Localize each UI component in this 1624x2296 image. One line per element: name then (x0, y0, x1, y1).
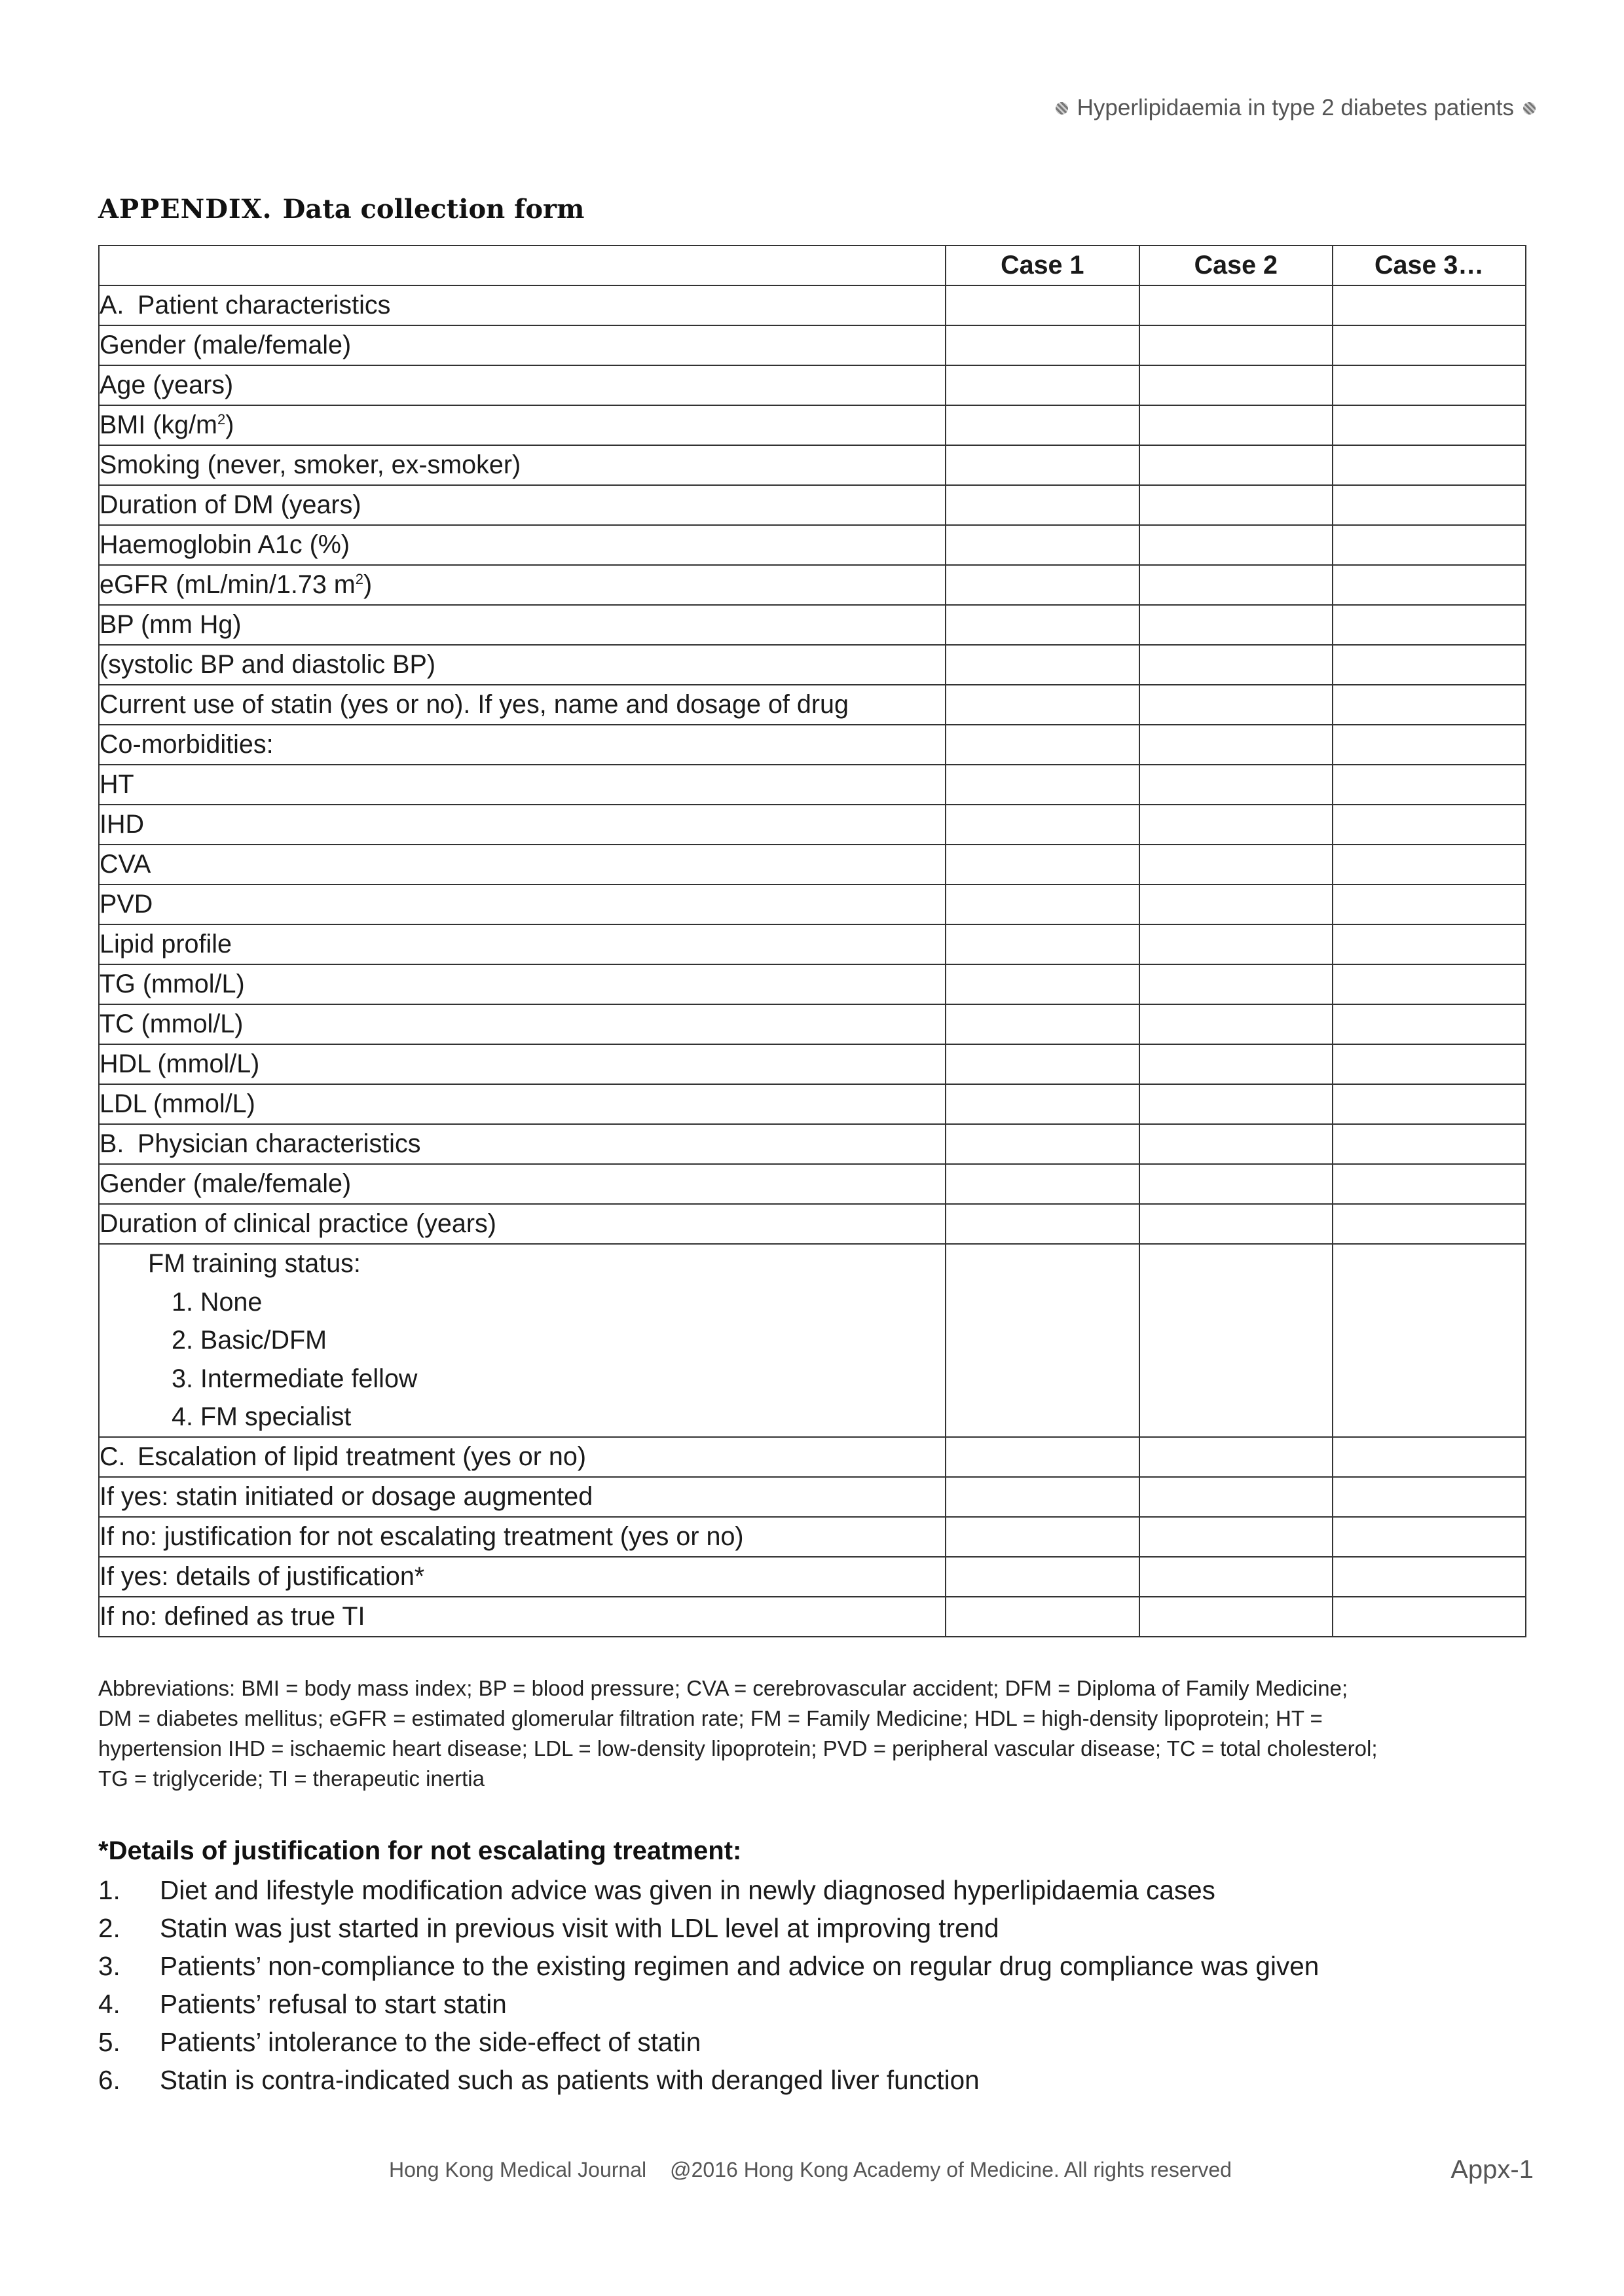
table-row (99, 485, 1526, 525)
table-row (99, 405, 1526, 445)
entry-cell[interactable] (1333, 1437, 1526, 1477)
row-label: HT (99, 765, 946, 805)
entry-cell[interactable] (1139, 1477, 1333, 1517)
entry-cell[interactable] (1139, 924, 1333, 964)
entry-cell[interactable] (1139, 605, 1333, 645)
bullet-icon (1056, 102, 1068, 115)
entry-cell[interactable] (1333, 1244, 1526, 1437)
list-text: Diet and lifestyle modification advice was given in newly diagnosed hyperlipidaemia cases (160, 1875, 1215, 1905)
entry-cell[interactable] (946, 565, 1139, 605)
entry-cell[interactable] (1139, 325, 1333, 365)
table-row (99, 325, 1526, 365)
entry-cell[interactable] (1139, 1244, 1333, 1437)
entry-cell[interactable] (1333, 645, 1526, 685)
entry-cell[interactable] (1333, 1004, 1526, 1044)
entry-cell[interactable] (946, 1597, 1139, 1637)
entry-cell[interactable] (1333, 485, 1526, 525)
row-label: If no: defined as true TI (99, 1597, 946, 1637)
entry-cell[interactable] (946, 1044, 1139, 1084)
entry-cell[interactable] (946, 605, 1139, 645)
row-label: Current use of statin (yes or no). If yes, name and dosage of drug (99, 685, 946, 725)
entry-cell[interactable] (946, 525, 1139, 565)
entry-cell[interactable] (1333, 1557, 1526, 1597)
section-label (99, 1124, 946, 1164)
list-text: Statin is contra-indicated such as patients with deranged liver function (160, 2065, 980, 2095)
entry-cell[interactable] (1139, 805, 1333, 845)
entry-cell[interactable] (1333, 845, 1526, 884)
bmi-text: BMI (kg/m (100, 410, 217, 439)
entry-cell[interactable] (1139, 525, 1333, 565)
entry-cell[interactable] (946, 765, 1139, 805)
list-number: 3. (98, 1951, 120, 1981)
entry-cell[interactable] (946, 325, 1139, 365)
table-row (99, 525, 1526, 565)
row-label: BP (mm Hg) (99, 605, 946, 645)
abbreviations-note (98, 1673, 1539, 1794)
row-label: FM training status: (148, 1249, 361, 1278)
row-label: If yes: details of justification* (99, 1557, 946, 1597)
entry-cell[interactable] (946, 964, 1139, 1004)
row-label: (systolic BP and diastolic BP) (99, 645, 946, 685)
list-text: Patients’ non-compliance to the existing regimen and advice on regular drug compliance was given (160, 1951, 1320, 1981)
entry-cell[interactable] (1139, 645, 1333, 685)
row-label: Duration of DM (years) (99, 485, 946, 525)
table-row (99, 1557, 1526, 1597)
table-row (99, 725, 1526, 765)
list-text: Patients’ intolerance to the side-effect of statin (160, 2027, 701, 2057)
section-letter: A. (100, 291, 124, 319)
entry-cell[interactable] (946, 884, 1139, 924)
row-label: TC (mmol/L) (99, 1004, 946, 1044)
table-row (99, 685, 1526, 725)
entry-cell[interactable] (1139, 1557, 1333, 1597)
entry-cell[interactable] (1333, 525, 1526, 565)
section-title: Physician characteristics (138, 1129, 421, 1158)
entry-cell[interactable] (946, 845, 1139, 884)
entry-cell[interactable] (1333, 365, 1526, 405)
list-item (98, 1871, 1319, 1909)
list-number: 1. (98, 1875, 120, 1905)
table-row (99, 845, 1526, 884)
entry-cell[interactable] (946, 1084, 1139, 1124)
entry-cell[interactable] (1139, 1437, 1333, 1477)
entry-cell[interactable] (1139, 1517, 1333, 1557)
abbreviations-line: TG = triglyceride; TI = therapeutic inertia (98, 1766, 485, 1791)
table-row (99, 445, 1526, 485)
entry-cell[interactable] (946, 1437, 1139, 1477)
entry-cell[interactable] (1333, 1517, 1526, 1557)
table-row (99, 964, 1526, 1004)
details-list (98, 1871, 1319, 2099)
table-row (99, 565, 1526, 605)
journal-name: Hong Kong Medical Journal (389, 2158, 647, 2181)
running-title: Hyperlipidaemia in type 2 diabetes patients (1077, 95, 1514, 120)
header-blank-cell (99, 246, 946, 285)
entry-cell[interactable] (1333, 1044, 1526, 1084)
details-title: *Details of justification for not escalating treatment: (98, 1836, 742, 1865)
list-item (98, 2023, 1319, 2061)
list-number: 5. (98, 2027, 120, 2057)
row-label (99, 565, 946, 605)
entry-cell[interactable] (946, 405, 1139, 445)
row-label: HDL (mmol/L) (99, 1044, 946, 1084)
entry-cell[interactable] (1333, 725, 1526, 765)
entry-cell[interactable] (1139, 365, 1333, 405)
entry-cell[interactable] (946, 1204, 1139, 1244)
table-row (99, 1517, 1526, 1557)
row-label: If yes: statin initiated or dosage augmented (99, 1477, 946, 1517)
entry-cell[interactable] (1333, 285, 1526, 325)
section-letter: B. (100, 1129, 124, 1158)
entry-cell[interactable] (1333, 1084, 1526, 1124)
option-item: 4. FM specialist (172, 1402, 352, 1431)
list-number: 2. (98, 1913, 120, 1943)
entry-cell[interactable] (1333, 325, 1526, 365)
abbreviations-line: Abbreviations: BMI = body mass index; BP = blood pressure; CVA = cerebrovascular accident; DFM = Diploma of Family Medicine; (98, 1676, 1348, 1700)
entry-cell[interactable] (1333, 964, 1526, 1004)
superscript: 2 (355, 570, 363, 587)
entry-cell[interactable] (1333, 445, 1526, 485)
list-item (98, 1985, 1319, 2023)
table-row (99, 884, 1526, 924)
entry-cell[interactable] (946, 445, 1139, 485)
table-row (99, 805, 1526, 845)
row-label: TG (mmol/L) (99, 964, 946, 1004)
column-header: Case 1 (946, 246, 1139, 285)
entry-cell[interactable] (1333, 1477, 1526, 1517)
superscript: 2 (217, 410, 226, 428)
entry-cell[interactable] (1139, 1597, 1333, 1637)
entry-cell[interactable] (946, 805, 1139, 845)
table-row (99, 1597, 1526, 1637)
table-row (99, 1084, 1526, 1124)
table-row (99, 1004, 1526, 1044)
entry-cell[interactable] (1139, 1004, 1333, 1044)
table-row (99, 1124, 1526, 1164)
entry-cell[interactable] (1333, 565, 1526, 605)
appendix-form-title: Data collection form (282, 194, 585, 225)
column-header: Case 3… (1333, 246, 1526, 285)
entry-cell[interactable] (1139, 1164, 1333, 1204)
entry-cell[interactable] (946, 485, 1139, 525)
list-item (98, 1909, 1319, 1947)
entry-cell[interactable] (1333, 1597, 1526, 1637)
entry-cell[interactable] (1139, 285, 1333, 325)
list-item (98, 2061, 1319, 2099)
section-letter: C. (100, 1442, 126, 1471)
table-row (99, 1437, 1526, 1477)
egfr-text: eGFR (mL/min/1.73 m (100, 570, 356, 599)
row-label: Smoking (never, smoker, ex-smoker) (99, 445, 946, 485)
option-item: 1. None (172, 1287, 263, 1317)
entry-cell[interactable] (1333, 1124, 1526, 1164)
row-label (99, 405, 946, 445)
entry-cell[interactable] (946, 1557, 1139, 1597)
entry-cell[interactable] (1333, 1164, 1526, 1204)
abbreviations-line: DM = diabetes mellitus; eGFR = estimated glomerular filtration rate; FM = Family Medicine; HDL = high-density lipoprotein; HT = (98, 1706, 1323, 1730)
row-label: PVD (99, 884, 946, 924)
entry-cell[interactable] (1139, 725, 1333, 765)
row-label: Gender (male/female) (99, 325, 946, 365)
entry-cell[interactable] (1333, 924, 1526, 964)
column-header: Case 2 (1139, 246, 1333, 285)
entry-cell[interactable] (946, 1517, 1139, 1557)
entry-cell[interactable] (1139, 964, 1333, 1004)
list-text: Patients’ refusal to start statin (160, 1989, 507, 2019)
entry-cell[interactable] (1139, 1204, 1333, 1244)
table-row (99, 924, 1526, 964)
row-label: Duration of clinical practice (years) (99, 1204, 946, 1244)
row-label: Age (years) (99, 365, 946, 405)
entry-cell[interactable] (1139, 1084, 1333, 1124)
entry-cell[interactable] (1333, 605, 1526, 645)
option-item: 2. Basic/DFM (172, 1326, 327, 1355)
entry-cell[interactable] (1333, 685, 1526, 725)
entry-cell[interactable] (1139, 1044, 1333, 1084)
entry-cell[interactable] (946, 1164, 1139, 1204)
table-row (99, 1244, 1526, 1437)
entry-cell[interactable] (1333, 884, 1526, 924)
section-title: Escalation of lipid treatment (yes or no) (138, 1442, 586, 1471)
bullet-icon (1523, 102, 1536, 115)
fm-training-cell (99, 1244, 946, 1437)
entry-cell[interactable] (946, 924, 1139, 964)
entry-cell[interactable] (1139, 405, 1333, 445)
data-collection-table (98, 245, 1526, 1637)
abbreviations-line: hypertension IHD = ischaemic heart disease; LDL = low-density lipoprotein; PVD = peripheral vascular disease; TC = total cholesterol; (98, 1736, 1378, 1760)
entry-cell[interactable] (946, 685, 1139, 725)
appendix-label: APPENDIX. (98, 194, 272, 225)
list-text: Statin was just started in previous visit with LDL level at improving trend (160, 1913, 999, 1943)
table-header-row (99, 246, 1526, 285)
entry-cell[interactable] (1139, 685, 1333, 725)
entry-cell[interactable] (1333, 765, 1526, 805)
section-title: Patient characteristics (138, 291, 391, 319)
table-row (99, 285, 1526, 325)
row-label: CVA (99, 845, 946, 884)
table-row (99, 1044, 1526, 1084)
table-row (99, 365, 1526, 405)
copyright-notice: @2016 Hong Kong Academy of Medicine. All rights reserved (670, 2158, 1232, 2181)
entry-cell[interactable] (1139, 485, 1333, 525)
entry-cell[interactable] (1333, 805, 1526, 845)
entry-cell[interactable] (946, 1477, 1139, 1517)
table-row (99, 1477, 1526, 1517)
entry-cell[interactable] (946, 285, 1139, 325)
section-label (99, 1437, 946, 1477)
entry-cell[interactable] (946, 725, 1139, 765)
entry-cell[interactable] (1333, 1204, 1526, 1244)
appendix-title (98, 194, 584, 225)
section-label (99, 285, 946, 325)
page-number: Appx-1 (1450, 2155, 1534, 2184)
entry-cell[interactable] (946, 1124, 1139, 1164)
row-label: Co-morbidities: (99, 725, 946, 765)
row-label: Lipid profile (99, 924, 946, 964)
entry-cell[interactable] (1139, 565, 1333, 605)
entry-cell[interactable] (946, 365, 1139, 405)
table-row (99, 1204, 1526, 1244)
entry-cell[interactable] (1333, 405, 1526, 445)
table-row (99, 645, 1526, 685)
entry-cell[interactable] (946, 645, 1139, 685)
table-row (99, 605, 1526, 645)
list-number: 6. (98, 2065, 120, 2095)
list-number: 4. (98, 1989, 120, 2019)
running-header (1056, 95, 1536, 121)
list-item (98, 1947, 1319, 1985)
row-label: IHD (99, 805, 946, 845)
bmi-close: ) (225, 410, 234, 439)
row-label: Haemoglobin A1c (%) (99, 525, 946, 565)
option-item: 3. Intermediate fellow (172, 1364, 418, 1393)
entry-cell[interactable] (1139, 884, 1333, 924)
entry-cell[interactable] (1139, 765, 1333, 805)
row-label: If no: justification for not escalating treatment (yes or no) (99, 1517, 946, 1557)
entry-cell[interactable] (1139, 845, 1333, 884)
entry-cell[interactable] (946, 1004, 1139, 1044)
page-footer (389, 2158, 1232, 2182)
table-row (99, 765, 1526, 805)
table-row (99, 1164, 1526, 1204)
entry-cell[interactable] (1139, 445, 1333, 485)
row-label: Gender (male/female) (99, 1164, 946, 1204)
entry-cell[interactable] (946, 1244, 1139, 1437)
entry-cell[interactable] (1139, 1124, 1333, 1164)
row-label: LDL (mmol/L) (99, 1084, 946, 1124)
egfr-close: ) (363, 570, 373, 599)
